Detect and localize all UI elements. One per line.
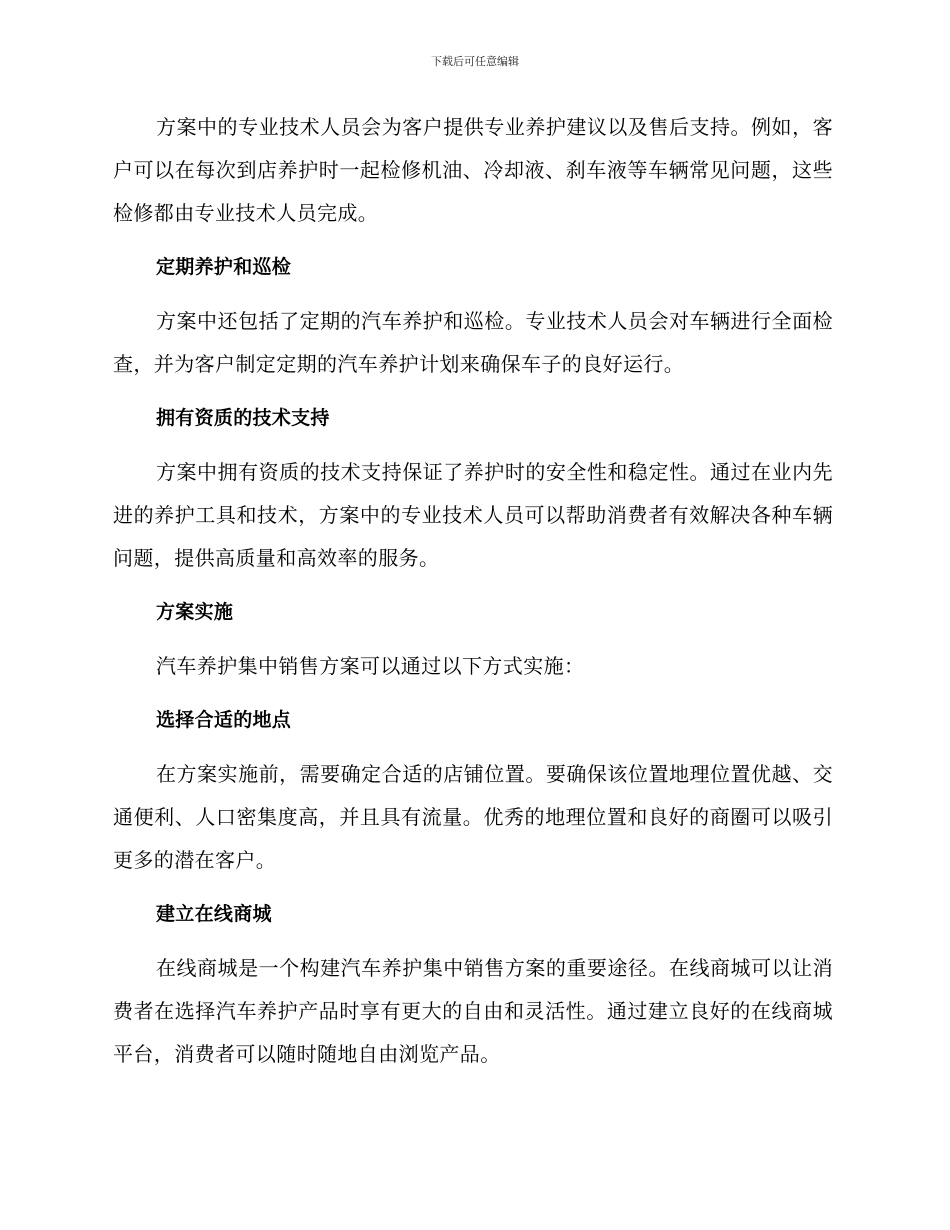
paragraph-online-store: 在线商城是一个构建汽车养护集中销售方案的重要途径。在线商城可以让消费者在选择汽车养护产品时享有更大的自由和灵活性。通过建立良好的在线商城平台，消费者可以随时随地自由浏览产品。 [113,956,833,1066]
heading-online-store: 建立在线商城 [156,903,272,925]
page-header: 下载后可任意编辑 [431,55,519,68]
paragraph-intro: 方案中的专业技术人员会为客户提供专业养护建议以及售后支持。例如，客户可以在每次到店养护时一起检修机油、冷却液、刹车液等车辆常见问题，这些检修都由专业技术人员完成。 [113,115,833,225]
paragraph-choose-location: 在方案实施前，需要确定合适的店铺位置。要确保该位置地理位置优越、交通便利、人口密集度高，并且具有流量。优秀的地理位置和良好的商圈可以吸引更多的潜在客户。 [113,762,833,872]
paragraph-qualified-support: 方案中拥有资质的技术支持保证了养护时的安全性和稳定性。通过在业内先进的养护工具和技术，方案中的专业技术人员可以帮助消费者有效解决各种车辆问题，提供高质量和高效率的服务。 [113,460,833,570]
paragraph-regular-maintenance: 方案中还包括了定期的汽车养护和巡检。专业技术人员会对车辆进行全面检查，并为客户制定定期的汽车养护计划来确保车子的良好运行。 [113,309,833,376]
heading-qualified-support: 拥有资质的技术支持 [156,407,330,429]
heading-choose-location: 选择合适的地点 [156,709,292,731]
paragraph-implementation: 汽车养护集中销售方案可以通过以下方式实施： [156,654,585,678]
heading-implementation: 方案实施 [156,601,234,623]
heading-regular-maintenance: 定期养护和巡检 [156,256,292,278]
document-body [113,106,833,1076]
